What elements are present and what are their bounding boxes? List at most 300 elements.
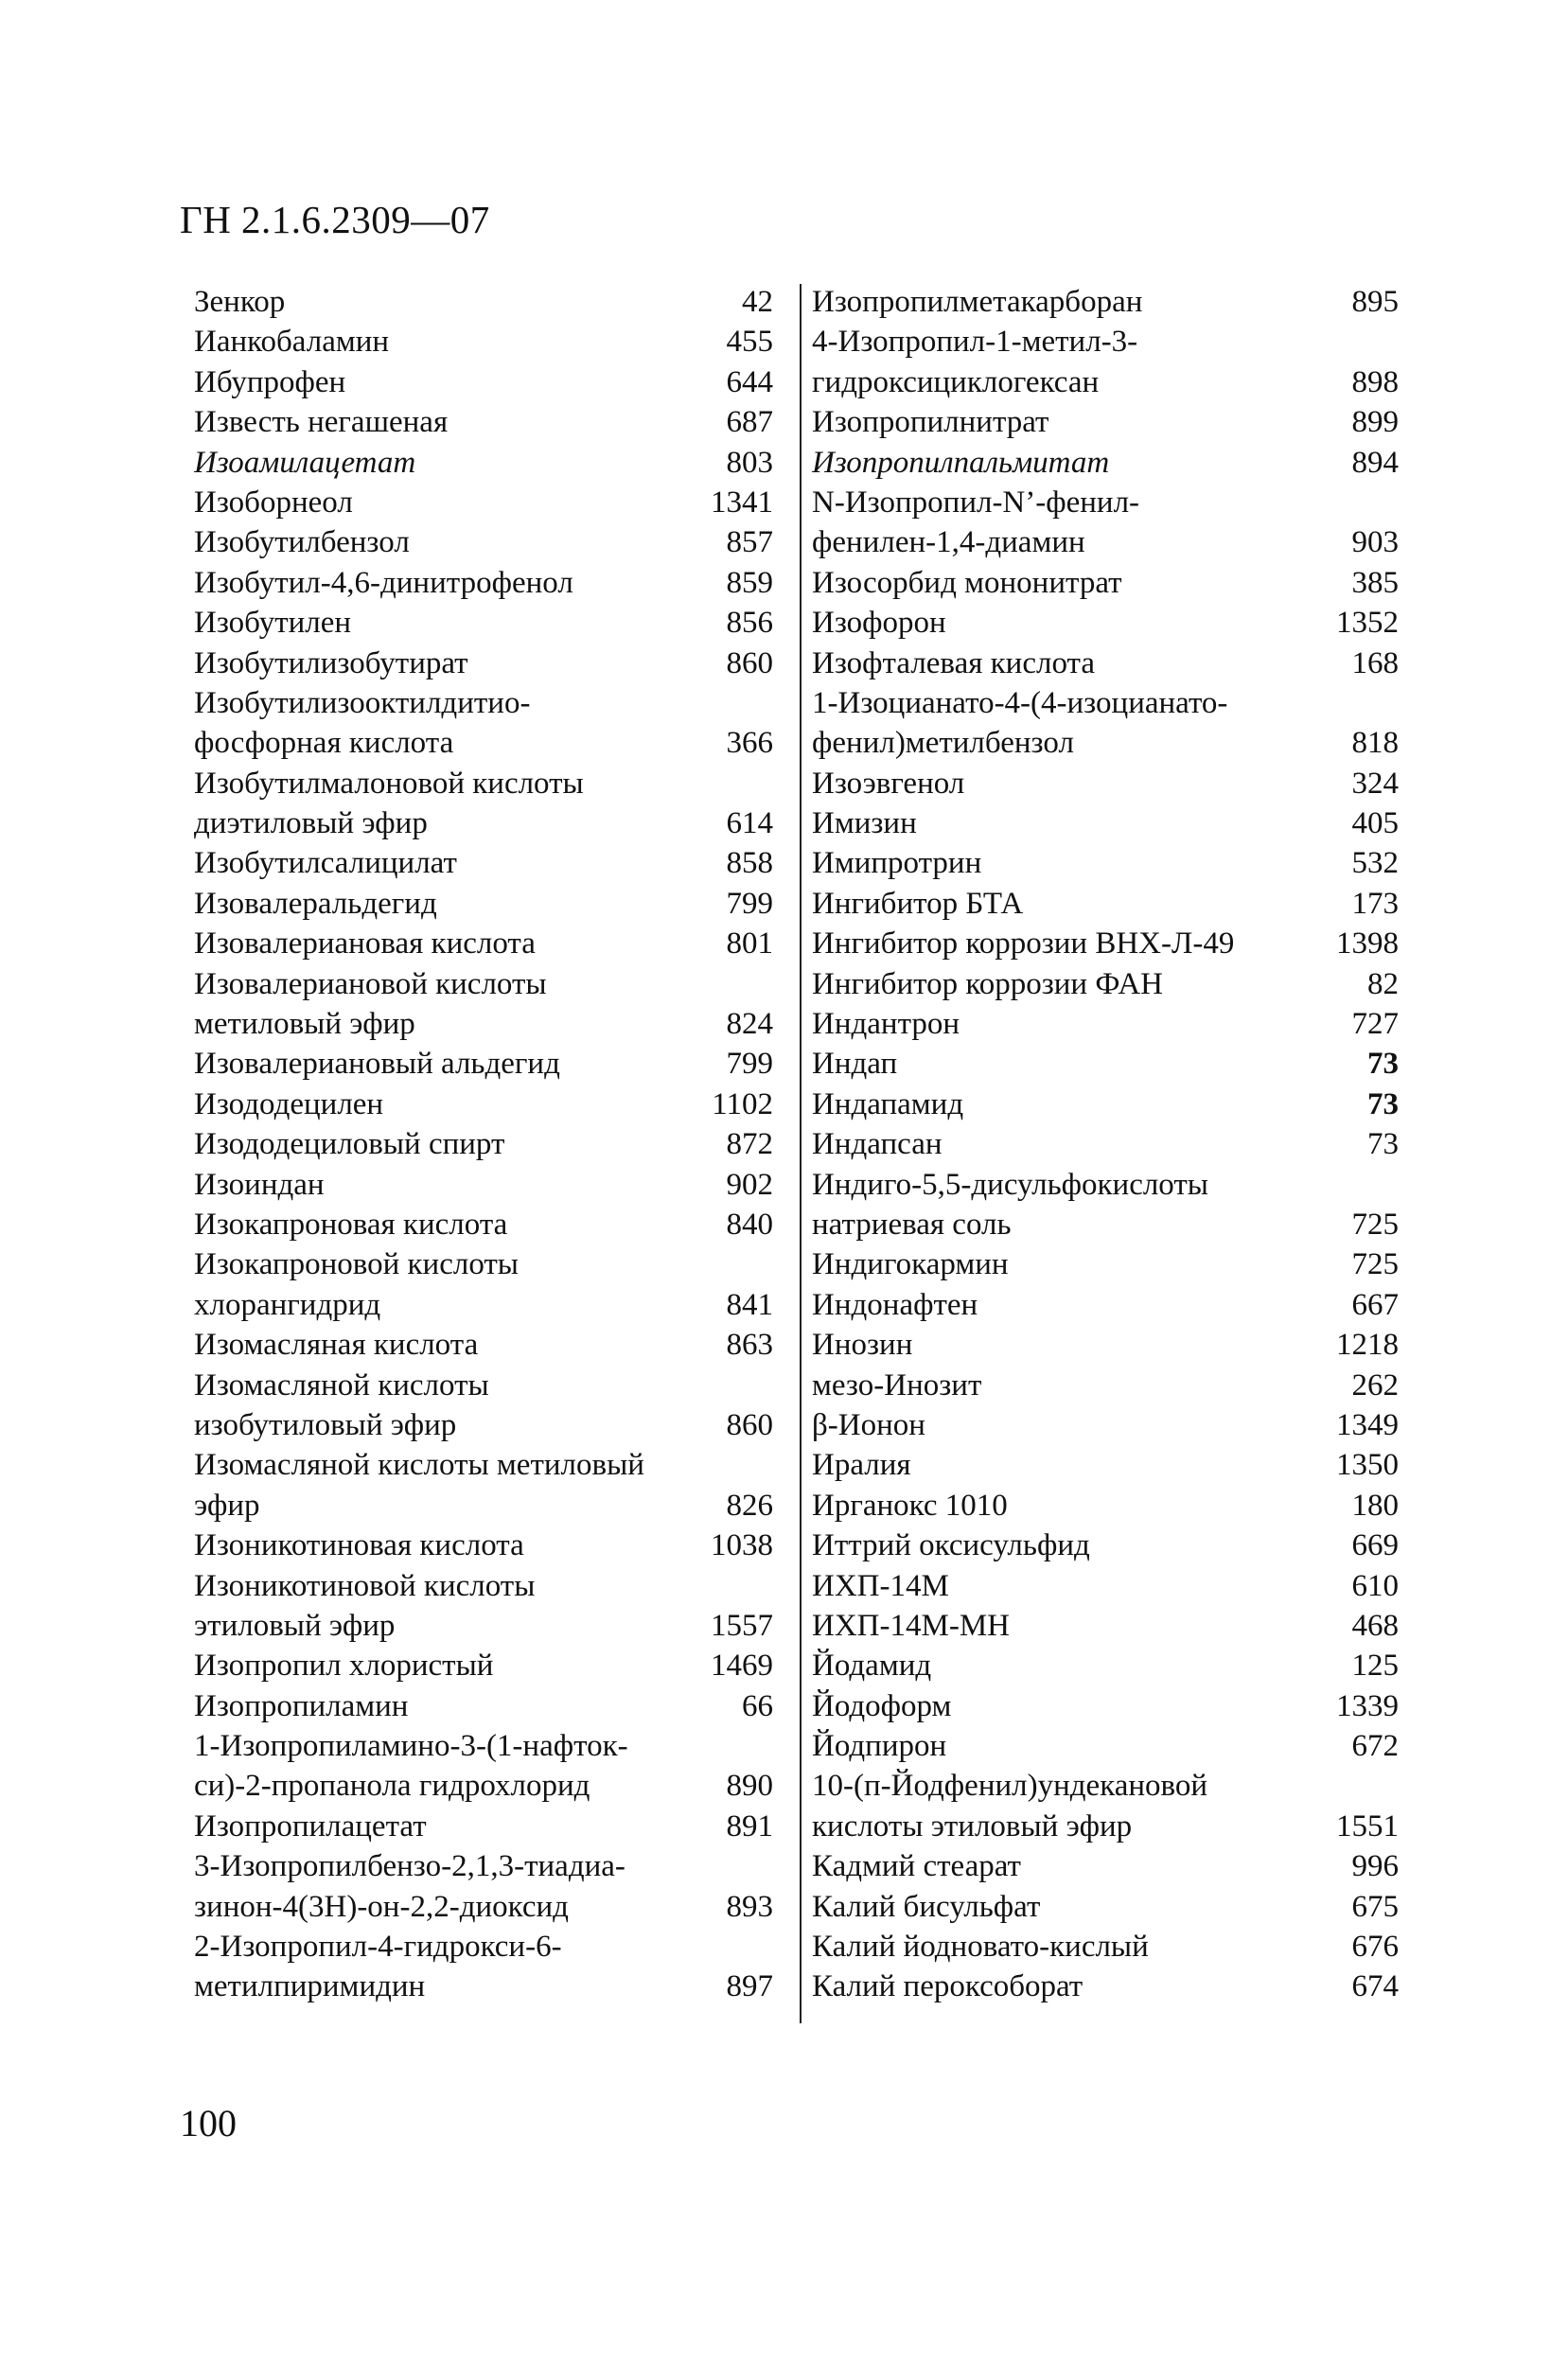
entry-term: Индонафтен: [812, 1287, 978, 1322]
entry-page-number: 667: [1351, 1287, 1399, 1322]
index-entry-line: [812, 803, 1399, 843]
entry-page-number: 858: [726, 846, 773, 881]
entry-term: диэтиловый эфир: [194, 806, 428, 841]
entry-page-number: 895: [1351, 285, 1399, 319]
index-entry: [812, 1726, 1399, 1766]
entry-term: Изоамилацетат: [194, 445, 416, 480]
index-entry: [812, 683, 1399, 764]
index-entry: [194, 1566, 773, 1647]
index-entry-line: [194, 683, 773, 723]
entry-term: фенил)метилбензол: [812, 726, 1074, 761]
index-entry: [194, 1526, 773, 1565]
index-entry: [194, 1085, 773, 1124]
index-entry-line: [194, 1244, 773, 1284]
entry-term: Индапсан: [812, 1127, 943, 1162]
entry-page-number: 727: [1351, 1007, 1399, 1042]
entry-term: 1-Изоцианато-4-(4-изоцианато-: [812, 685, 1228, 720]
entry-term: Калий бисульфат: [812, 1889, 1041, 1924]
entry-term: Изоникотиновая кислота: [194, 1528, 524, 1563]
index-entry-line: [194, 603, 773, 643]
index-entry: [812, 1445, 1399, 1485]
entry-term: Изобутилсалицилат: [194, 846, 457, 881]
index-entry-line: [194, 1686, 773, 1726]
index-entry-line: [812, 362, 1399, 402]
entry-term: Изовалеральдегид: [194, 886, 437, 921]
entry-term: Изовалериановой кислоты: [194, 966, 547, 1001]
index-entry-line: [812, 1004, 1399, 1044]
index-entry-line: [194, 644, 773, 683]
index-entry: [194, 1646, 773, 1685]
entry-page-number: 1551: [1336, 1808, 1399, 1844]
index-entry-line: [812, 884, 1399, 924]
index-entry-line: [194, 362, 773, 402]
entry-term: метиловый эфир: [194, 1007, 415, 1042]
index-entry: [194, 1445, 773, 1526]
entry-term: Изомасляной кислоты метиловый: [194, 1448, 644, 1483]
index-entry: [194, 1044, 773, 1084]
entry-term: 10-(п-Йодфенил)ундекановой: [812, 1769, 1208, 1804]
index-entry-line: [194, 443, 773, 483]
index-entry: [812, 764, 1399, 803]
index-entry-line: [194, 1205, 773, 1244]
index-entry-line: [194, 1726, 773, 1766]
index-entry: [194, 1686, 773, 1726]
index-entry-line: [812, 683, 1399, 723]
index-column-left: [194, 282, 773, 2007]
entry-page-number: 669: [1351, 1528, 1399, 1563]
index-entry: [194, 683, 773, 764]
index-entry-line: [812, 1405, 1399, 1445]
entry-term: Зенкор: [194, 285, 286, 319]
index-entry-line: [812, 1325, 1399, 1365]
entry-page-number: 262: [1351, 1367, 1399, 1403]
entry-page-number: 1038: [711, 1528, 773, 1563]
index-entry-line: [194, 884, 773, 924]
entry-page-number: 996: [1351, 1849, 1399, 1884]
entry-page-number: 803: [726, 445, 773, 480]
index-entry: [194, 1366, 773, 1446]
index-entry-line: [194, 1486, 773, 1526]
entry-term: ИХП-14М: [812, 1568, 949, 1603]
entry-term: Изобутилбензол: [194, 525, 410, 560]
entry-page-number: 324: [1351, 766, 1399, 801]
entry-term: Ирганокс 1010: [812, 1488, 1008, 1523]
index-entry: [194, 402, 773, 442]
index-entry-line: [812, 603, 1399, 643]
index-entry: [194, 1244, 773, 1325]
entry-term: Имипротрин: [812, 846, 982, 881]
entry-page-number: 1469: [711, 1649, 773, 1684]
entry-term: Изододецилен: [194, 1086, 384, 1121]
entry-page-number: 891: [726, 1808, 773, 1844]
entry-term: Изоникотиновой кислоты: [194, 1568, 536, 1603]
index-entry: [194, 1325, 773, 1365]
entry-term: Изовалериановая кислота: [194, 926, 536, 961]
index-entry-line: [194, 1044, 773, 1084]
entry-page-number: 676: [1351, 1930, 1399, 1965]
entry-term: Йодоформ: [812, 1688, 952, 1723]
entry-page-number: 898: [1351, 364, 1399, 399]
index-entry-line: [812, 1967, 1399, 2006]
entry-term: метилпиримидин: [194, 1969, 426, 2004]
entry-term: Изобутилизобутират: [194, 645, 468, 680]
entry-page-number: 66: [742, 1688, 773, 1723]
index-entry-line: [194, 723, 773, 763]
index-entry-line: [812, 843, 1399, 883]
index-entry-line: [194, 1646, 773, 1685]
entry-term: Изомасляная кислота: [194, 1328, 479, 1363]
entry-page-number: 125: [1351, 1649, 1399, 1684]
index-entry-line: [812, 1807, 1399, 1846]
entry-page-number: 644: [726, 364, 773, 399]
index-entry: [812, 1244, 1399, 1284]
index-entry: [812, 1124, 1399, 1164]
index-entry-line: [194, 563, 773, 603]
index-entry-line: [194, 1887, 773, 1927]
entry-page-number: 799: [726, 886, 773, 921]
index-entry: [812, 1846, 1399, 1886]
index-entry-line: [194, 1927, 773, 1967]
index-entry: [812, 1405, 1399, 1445]
entry-term: мезо-Инозит: [812, 1367, 982, 1403]
index-entry: [812, 1887, 1399, 1927]
index-entry-line: [194, 1285, 773, 1325]
entry-term: Ингибитор БТА: [812, 886, 1024, 921]
index-entry-line: [812, 522, 1399, 562]
entry-page-number: 532: [1351, 846, 1399, 881]
entry-page-number: 1398: [1336, 926, 1399, 961]
index-entry-line: [812, 1726, 1399, 1766]
index-entry-line: [812, 1646, 1399, 1685]
index-entry: [812, 644, 1399, 683]
entry-term: фенилен-1,4-диамин: [812, 525, 1085, 560]
entry-page-number: 385: [1351, 565, 1399, 600]
entry-term: Изопропил хлористый: [194, 1649, 494, 1684]
index-entry: [812, 1686, 1399, 1726]
index-entry: [194, 322, 773, 362]
index-entry: [194, 764, 773, 844]
index-entry-line: [812, 1244, 1399, 1284]
entry-page-number: 799: [726, 1047, 773, 1082]
index-entry-line: [812, 964, 1399, 1004]
entry-page-number: 890: [726, 1769, 773, 1804]
entry-page-number: 1339: [1336, 1688, 1399, 1723]
entry-term: Ингибитор коррозии ВНХ-Л-49: [812, 926, 1235, 961]
entry-term: Ибупрофен: [194, 364, 346, 399]
entry-term: Изопропилпальмитат: [812, 445, 1110, 480]
index-entry: [194, 644, 773, 683]
index-entry-line: [812, 1766, 1399, 1806]
entry-term: 4-Изопропил-1-метил-3-: [812, 325, 1138, 360]
entry-term: β-Ионон: [812, 1407, 925, 1442]
entry-page-number: 173: [1351, 886, 1399, 921]
entry-term: Йодпирон: [812, 1729, 947, 1764]
entry-term: натриевая соль: [812, 1207, 1012, 1242]
entry-page-number: 672: [1351, 1729, 1399, 1764]
entry-term: Изоиндан: [194, 1167, 325, 1202]
entry-term: Изокапроновая кислота: [194, 1207, 508, 1242]
entry-page-number: 863: [726, 1328, 773, 1363]
entry-page-number: 674: [1351, 1969, 1399, 2004]
entry-page-number: 1349: [1336, 1407, 1399, 1442]
index-entry-line: [194, 803, 773, 843]
index-entry-line: [812, 1846, 1399, 1886]
index-entry-line: [194, 1325, 773, 1365]
index-entry: [194, 1205, 773, 1244]
index-entry-line: [194, 282, 773, 322]
index-entry-line: [812, 1085, 1399, 1124]
entry-page-number: 675: [1351, 1889, 1399, 1924]
index-entry-line: [812, 1205, 1399, 1244]
index-entry: [194, 362, 773, 402]
index-entry: [812, 884, 1399, 924]
entry-term: Ингибитор коррозии ФАН: [812, 966, 1163, 1001]
index-entry-line: [194, 322, 773, 362]
entry-term: Изовалериановый альдегид: [194, 1047, 560, 1082]
entry-term: Индиго-5,5-дисульфокислоты: [812, 1167, 1208, 1202]
entry-page-number: 405: [1351, 806, 1399, 841]
index-entry: [194, 1846, 773, 1927]
entry-term: Изобутилмалоновой кислоты: [194, 766, 584, 801]
index-entry-line: [194, 764, 773, 803]
index-entry: [194, 924, 773, 963]
entry-term: фосфорная кислота: [194, 726, 454, 761]
entry-term: Изоэвгенол: [812, 766, 965, 801]
entry-page-number: 610: [1351, 1568, 1399, 1603]
index-entry: [194, 964, 773, 1045]
entry-term: Изокапроновой кислоты: [194, 1247, 519, 1282]
entry-term: Индантрон: [812, 1007, 960, 1042]
index-entry-line: [812, 764, 1399, 803]
entry-term: гидроксициклогексан: [812, 364, 1100, 399]
index-entry-line: [194, 1766, 773, 1806]
index-entry-line: [812, 1044, 1399, 1084]
entry-page-number: 168: [1351, 645, 1399, 680]
entry-page-number: 860: [726, 645, 773, 680]
entry-term: Кадмий стеарат: [812, 1849, 1021, 1884]
index-entry: [812, 1325, 1399, 1365]
entry-page-number: 1102: [712, 1086, 773, 1121]
index-entry-line: [194, 1526, 773, 1565]
index-entry-line: [812, 1927, 1399, 1967]
index-entry: [812, 1285, 1399, 1325]
entry-page-number: 872: [726, 1127, 773, 1162]
entry-page-number: 180: [1351, 1488, 1399, 1523]
entry-term: кислоты этиловый эфир: [812, 1808, 1133, 1844]
index-entry: [194, 563, 773, 603]
index-entry: [812, 483, 1399, 563]
entry-page-number: 1352: [1336, 606, 1399, 641]
entry-page-number: 826: [726, 1488, 773, 1523]
index-entry-line: [194, 1124, 773, 1164]
entry-term: Изопропилацетат: [194, 1808, 427, 1844]
entry-page-number: 902: [726, 1167, 773, 1202]
index-entry-line: [194, 1004, 773, 1044]
index-entry: [194, 1927, 773, 2007]
index-entry-line: [194, 1967, 773, 2006]
index-entry-line: [812, 1366, 1399, 1405]
index-entry: [194, 1726, 773, 1807]
page-header: ГН 2.1.6.2309—07: [180, 198, 490, 241]
index-entry: [812, 1766, 1399, 1846]
entry-page-number: 801: [726, 926, 773, 961]
index-entry: [194, 483, 773, 522]
entry-term: Изододециловый спирт: [194, 1127, 505, 1162]
entry-page-number: 899: [1351, 405, 1399, 440]
entry-page-number: 687: [726, 405, 773, 440]
entry-term: Изопропиламин: [194, 1688, 409, 1723]
entry-page-number: 82: [1367, 966, 1399, 1001]
index-entry-line: [812, 402, 1399, 442]
index-entry-line: [194, 1566, 773, 1606]
entry-page-number: 468: [1351, 1608, 1399, 1643]
entry-term: Изоборнеол: [194, 485, 353, 520]
entry-page-number: 857: [726, 525, 773, 560]
index-entry-line: [194, 1807, 773, 1846]
column-divider: [800, 284, 802, 2023]
index-entry-line: [812, 443, 1399, 483]
index-entry: [812, 1526, 1399, 1565]
index-entry-line: [194, 964, 773, 1004]
index-entry: [812, 603, 1399, 643]
index-entry-line: [812, 1124, 1399, 1164]
index-column-right: [812, 282, 1399, 2007]
entry-term: Ианкобаламин: [194, 325, 390, 360]
entry-page-number: 893: [726, 1889, 773, 1924]
entry-page-number: 42: [742, 285, 773, 319]
entry-term: Калий пероксоборат: [812, 1969, 1084, 2004]
entry-page-number: 725: [1351, 1247, 1399, 1282]
index-entry-line: [194, 1606, 773, 1646]
entry-page-number: 860: [726, 1407, 773, 1442]
index-entry: [812, 443, 1399, 483]
entry-term: Индигокармин: [812, 1247, 1009, 1282]
index-entry-line: [812, 483, 1399, 522]
entry-term: Изобутилен: [194, 606, 352, 641]
index-entry-line: [812, 322, 1399, 362]
index-entry: [812, 1366, 1399, 1405]
index-entry-line: [194, 924, 773, 963]
index-entry-line: [812, 1686, 1399, 1726]
index-entry-line: [194, 483, 773, 522]
entry-term: зинон-4(3Н)-он-2,2-диоксид: [194, 1889, 569, 1924]
entry-term: Известь негашеная: [194, 405, 449, 440]
entry-page-number: 840: [726, 1207, 773, 1242]
entry-term: Иралия: [812, 1448, 911, 1483]
index-entry: [812, 1486, 1399, 1526]
entry-page-number: 1557: [711, 1608, 773, 1643]
index-entry: [812, 964, 1399, 1004]
entry-term: хлорангидрид: [194, 1287, 381, 1322]
entry-page-number: 73: [1367, 1047, 1399, 1082]
index-entry: [194, 843, 773, 883]
entry-term: 2-Изопропил-4-гидрокси-6-: [194, 1930, 562, 1965]
index-entry-line: [812, 563, 1399, 603]
index-entry: [194, 603, 773, 643]
index-entry-line: [194, 1445, 773, 1485]
entry-page-number: 1341: [711, 485, 773, 520]
entry-term: Изопропилнитрат: [812, 405, 1049, 440]
entry-term: изобутиловый эфир: [194, 1407, 457, 1442]
entry-term: Инозин: [812, 1328, 913, 1363]
index-entry-line: [812, 282, 1399, 322]
index-entry: [812, 402, 1399, 442]
index-entry: [812, 282, 1399, 322]
index-entry-line: [194, 1366, 773, 1405]
entry-page-number: 1218: [1336, 1328, 1399, 1363]
entry-page-number: 824: [726, 1007, 773, 1042]
index-entry: [194, 1165, 773, 1205]
entry-term: 3-Изопропилбензо-2,1,3-тиадиа-: [194, 1849, 625, 1884]
entry-term: Изобутил-4,6-динитрофенол: [194, 565, 573, 600]
index-entry-line: [812, 644, 1399, 683]
index-entry: [812, 1085, 1399, 1124]
index-entry-line: [812, 1566, 1399, 1606]
index-entry: [812, 1606, 1399, 1646]
index-entry: [812, 924, 1399, 963]
index-entry-line: [194, 1846, 773, 1886]
index-entry-line: [194, 1405, 773, 1445]
entry-term: ИХП-14М-МН: [812, 1608, 1010, 1643]
entry-term: этиловый эфир: [194, 1608, 396, 1643]
entry-page-number: 856: [726, 606, 773, 641]
entry-term: Калий йодновато-кислый: [812, 1930, 1149, 1965]
entry-page-number: 818: [1351, 726, 1399, 761]
entry-term: Индапамид: [812, 1086, 964, 1121]
entry-page-number: 894: [1351, 445, 1399, 480]
entry-page-number: 614: [726, 806, 773, 841]
index-entry: [194, 884, 773, 924]
entry-term: Имизин: [812, 806, 917, 841]
index-entry-line: [194, 843, 773, 883]
index-entry: [194, 522, 773, 562]
entry-term: Изосорбид мононитрат: [812, 565, 1122, 600]
index-entry-line: [194, 522, 773, 562]
index-entry-line: [194, 402, 773, 442]
index-entry: [812, 843, 1399, 883]
entry-page-number: 897: [726, 1969, 773, 2004]
index-entry: [812, 803, 1399, 843]
index-entry: [812, 1004, 1399, 1044]
index-entry: [812, 1044, 1399, 1084]
index-entry-line: [812, 1606, 1399, 1646]
index-entry: [194, 1807, 773, 1846]
index-entry: [194, 1124, 773, 1164]
index-entry: [812, 1646, 1399, 1685]
entry-page-number: 366: [726, 726, 773, 761]
index-entry: [812, 1165, 1399, 1245]
index-entry-line: [194, 1085, 773, 1124]
index-entry-line: [812, 1285, 1399, 1325]
entry-page-number: 903: [1351, 525, 1399, 560]
index-entry: [194, 282, 773, 322]
index-entry-line: [812, 1445, 1399, 1485]
entry-term: Иттрий оксисульфид: [812, 1528, 1090, 1563]
entry-term: 1-Изопропиламино-3-(1-нафток-: [194, 1729, 628, 1764]
index-entry-line: [812, 1486, 1399, 1526]
index-entry-line: [812, 1526, 1399, 1565]
entry-term: Изофталевая кислота: [812, 645, 1095, 680]
entry-term: Изопропилметакарборан: [812, 285, 1143, 319]
entry-term: N-Изопропил-N’-фенил-: [812, 485, 1140, 520]
index-entry: [812, 1967, 1399, 2006]
entry-page-number: 73: [1367, 1127, 1399, 1162]
entry-page-number: 859: [726, 565, 773, 600]
index-entry: [194, 443, 773, 483]
index-entry-line: [812, 1887, 1399, 1927]
entry-term: Индап: [812, 1047, 898, 1082]
entry-page-number: 841: [726, 1287, 773, 1322]
